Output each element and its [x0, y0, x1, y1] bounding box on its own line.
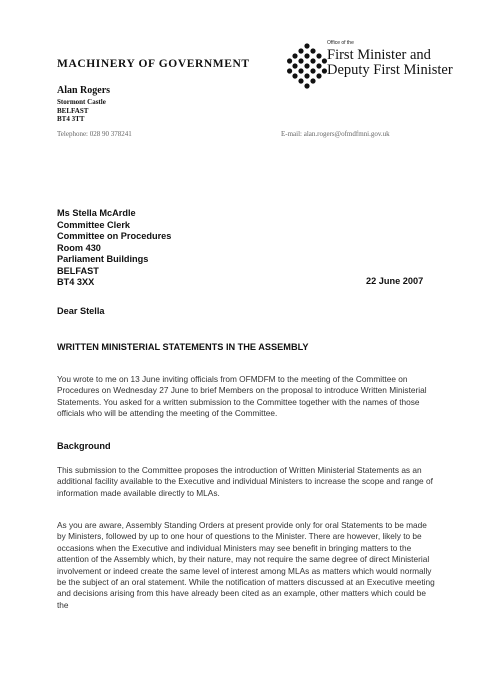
office-of-label: Office of the	[327, 40, 354, 46]
address-line: BT4 3TT	[57, 115, 85, 123]
office-name-line2: Deputy First Minister	[327, 62, 453, 78]
contact-name: Alan Rogers	[57, 85, 111, 96]
email-line: E-mail: alan.rogers@ofmdfmni.gov.uk	[281, 130, 390, 138]
background-heading: Background	[57, 441, 111, 451]
ofmdfm-crest-logo	[287, 42, 327, 94]
recipient-line: BT4 3XX	[57, 277, 95, 287]
subject-heading: WRITTEN MINISTERIAL STATEMENTS IN THE ASSEMBLY	[57, 342, 309, 352]
recipient-line: Ms Stella McArdle	[57, 208, 136, 218]
body-paragraph: As you are aware, Assembly Standing Orders at present provide only for oral Statements to be made by Ministers, followed by up to one hour of questions to the Minister. There are however, likely to be occasions when the Executive and individual Ministers may see benefit in bringing matters to the attention of the Assembly which, by their nature, may not require the same degree of direct Ministerial involvement or indeed create the same level of interest among MLAs as matters which would normally be the subject of an oral statement. While the notification of matters discussed at an Executive meeting and decisions arising from this have already been cited as an example, other matters which could be the	[57, 520, 435, 610]
address-line: Stormont Castle	[57, 98, 106, 106]
recipient-address	[57, 208, 171, 289]
recipient-line: Committee on Procedures	[57, 231, 172, 241]
body-paragraph: You wrote to me on 13 June inviting officials from OFMDFM to the meeting of the Committee on Procedures on Wednesday 27 June to brief Members on the proposal to introduce Written Ministerial Statements. You asked for a written submission to the Committee together with the names of those officials who will be attending the meeting of the Committee.	[57, 374, 427, 419]
recipient-line: Committee Clerk	[57, 219, 131, 230]
recipient-line: Room 430	[57, 242, 101, 253]
office-name-line1: First Minister and	[327, 47, 431, 63]
address-line: BELFAST	[57, 106, 89, 115]
recipient-line: Parliament Buildings	[57, 254, 149, 264]
department-title: MACHINERY OF GOVERNMENT	[57, 58, 250, 70]
sender-address	[57, 98, 106, 124]
recipient-line: BELFAST	[57, 265, 99, 276]
letter-date: 22 June 2007	[366, 276, 424, 286]
body-paragraph: This submission to the Committee proposes the introduction of Written Ministerial Statements as an additional facility available to the Executive and individual Ministers to increase the scope and range of information made available directly to MLAs.	[57, 465, 433, 498]
telephone-line: Telephone: 028 90 378241	[57, 130, 132, 138]
salutation: Dear Stella	[57, 306, 105, 316]
